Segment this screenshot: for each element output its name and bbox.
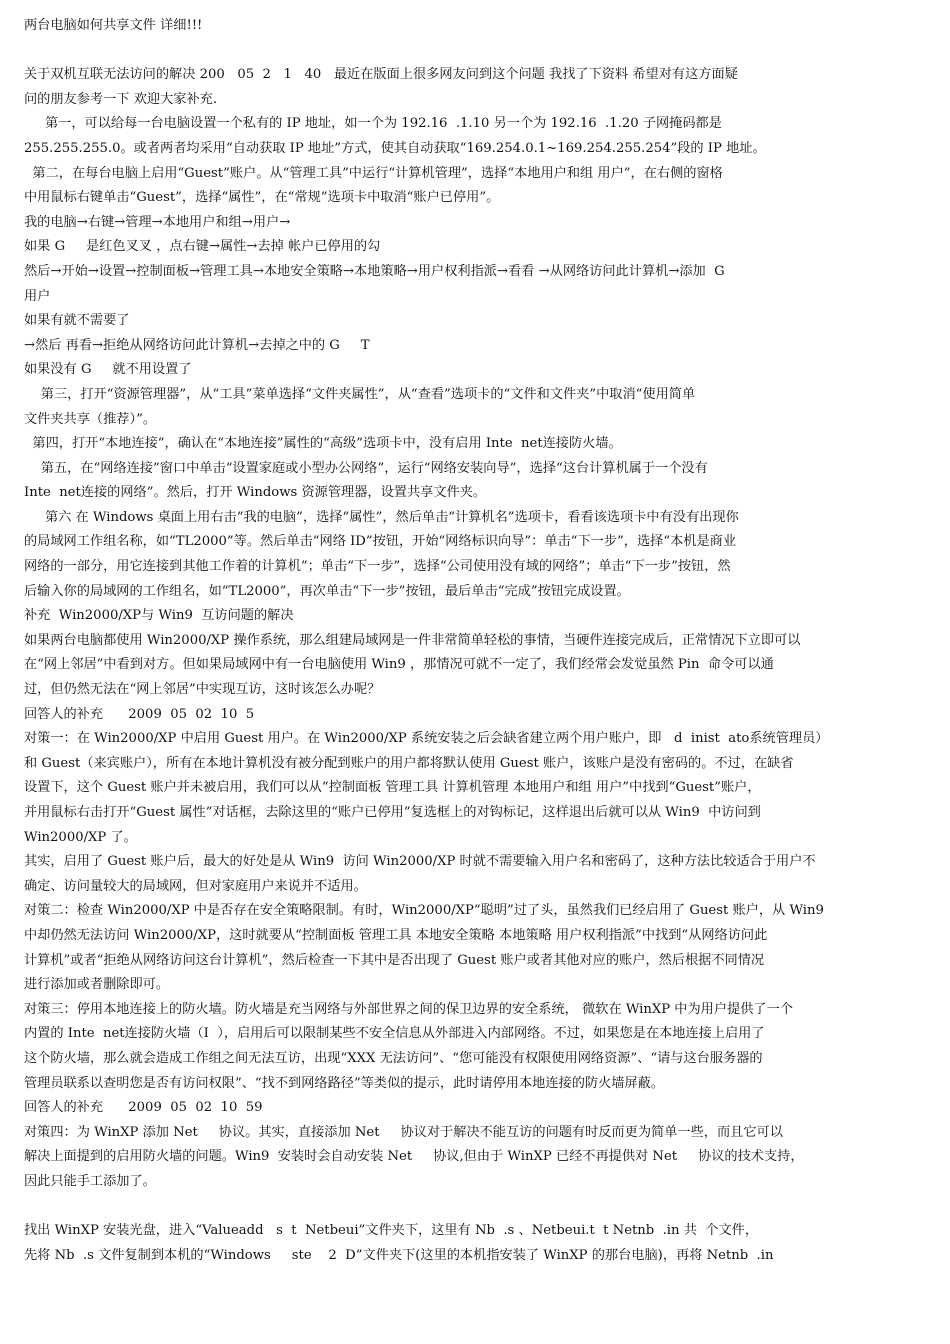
text-line: 对策四：为 WinXP 添加 Net 协议。其实，直接添加 Net 协议对于解决不能互访的问题有时反而更为简单一些，而且它可以	[24, 1124, 783, 1140]
text-line: 问的朋友参考一下 欢迎大家补充.	[24, 91, 218, 107]
text-line: 第三，打开“资源管理器”，从“工具”菜单选择“文件夹属性”，从“查看”选项卡的“文件和文件夹”中取消“使用简单	[24, 386, 696, 402]
text-line: 内置的 Inte net连接防火墙（I ），启用后可以限制某些不安全信息从外部进入内部网络。不过，如果您是在本地连接上启用了	[24, 1026, 765, 1042]
blank-line	[24, 1195, 938, 1220]
text-line: 计算机”或者“拒绝从网络访问这台计算机”，然后检查一下其中是否出现了 Guest 账户或者其他对应的账户，然后根据不同情况	[24, 952, 765, 968]
text-line: 后输入你的局域网的工作组名，如“TL2000”，再次单击“下一步”按钮，最后单击“完成”按钮完成设置。	[24, 583, 630, 599]
text-line: 第四，打开“本地连接”，确认在“本地连接”属性的“高级”选项卡中，没有启用 Inte net连接防火墙。	[24, 436, 622, 452]
text-line: 其实，启用了 Guest 账户后，最大的好处是从 Win9 访问 Win2000/XP 时就不需要输入用户名和密码了，这种方法比较适合于用户不	[24, 854, 816, 870]
text-line: →然后 再看→拒绝从网络访问此计算机→去掉之中的 G T	[24, 337, 370, 353]
text-line: 如果两台电脑都使用 Win2000/XP 操作系统，那么组建局域网是一件非常简单轻松的事情，当硬件连接完成后，正常情况下立即可以	[24, 632, 801, 648]
text-line: 中却仍然无法访问 Win2000/XP，这时就要从“控制面板 管理工具 本地安全策略 本地策略 用户权利指派”中找到“从网络访问此	[24, 927, 768, 943]
text-line: 解决上面提到的启用防火墙的问题。Win9 安装时会自动安装 Net 协议,但由于 WinXP 已经不再提供对 Net 协议的技术支持，	[24, 1149, 804, 1165]
text-line: 管理员联系以查明您是否有访问权限”、“找不到网络路径”等类似的提示，此时请停用本地连接的防火墙屏蔽。	[24, 1075, 665, 1091]
text-line: 的局域网工作组名称，如“TL2000”等。然后单击“网络 ID”按钮，开始“网络标识向导”：单击“下一步”，选择“本机是商业	[24, 534, 737, 550]
text-line: 并用鼠标右击打开“Guest 属性”对话框，去除这里的“账户已停用”复选框上的对钩标记，这样退出后就可以从 Win9 中访问到	[24, 805, 761, 820]
text-line: 文件夹共享（推荐）”。	[24, 411, 157, 427]
text-line: 补充 Win2000/XP与 Win9 互访问题的解决	[24, 608, 294, 624]
text-line: 找出 WinXP 安装光盘，进入“Valueadd s t Netbeui”文件夹下，这里有 Nb .s 、Netbeui.t t Netnb .in 共 个文件，	[24, 1223, 759, 1239]
text-line: 第六 在 Windows 桌面上用右击“我的电脑”，选择“属性”，然后单击“计算机名”选项卡，看看该选项卡中有没有出现你	[24, 509, 739, 525]
blank-line	[24, 39, 938, 64]
text-line: 关于双机互联无法访问的解决 200 05 2 1 40 最近在版面上很多网友问到这个问题 我找了下资料 希望对有这方面疑	[24, 67, 738, 83]
text-line: 用户	[24, 288, 51, 304]
text-line: 回答人的补充 2009 05 02 10 59	[24, 1100, 263, 1116]
text-line: 然后→开始→设置→控制面板→管理工具→本地安全策略→本地策略→用户权利指派→看看 →从网络访问此计算机→添加 G	[24, 263, 725, 279]
text-line: 进行添加或者删除即可。	[24, 977, 170, 993]
text-line: 如果没有 G 就不用设置了	[24, 362, 192, 378]
text-line: 网络的一部分，用它连接到其他工作着的计算机”；单击“下一步”，选择“公司使用没有域的网络”；单击“下一步”按钮，然	[24, 559, 731, 575]
text-line: 255.255.255.0。或者两者均采用“自动获取 IP 地址”方式，使其自动获取“169.254.0.1~169.254.255.254”段的 IP 地址。	[24, 140, 766, 156]
text-line: 中用鼠标右键单击“Guest”，选择“属性”，在“常规”选项卡中取消“账户已停用”。	[24, 190, 500, 206]
text-line: Inte net连接的网络”。然后，打开 Windows 资源管理器，设置共享文件夹。	[24, 485, 487, 501]
text-line: 设置下，这个 Guest 账户并未被启用，我们可以从“控制面板 管理工具 计算机管理 本地用户和组 用户”中找到“Guest”账户，	[24, 780, 761, 796]
text-line: 第二，在每台电脑上启用“Guest”账户。从“管理工具”中运行“计算机管理”，选择“本地用户和组 用户”，在右侧的窗格	[24, 165, 723, 181]
text-line: 对策一：在 Win2000/XP 中启用 Guest 用户。在 Win2000/XP 系统安装之后会缺省建立两个用户账户，即 d inist ato系统管理员）	[24, 731, 829, 747]
text-line: 对策三：停用本地连接上的防火墙。防火墙是充当网络与外部世界之间的保卫边界的安全系统， 微软在 WinXP 中为用户提供了一个	[24, 1001, 793, 1017]
document-body	[24, 39, 938, 1269]
text-line: 过，但仍然无法在“网上邻居”中实现互访，这时该怎么办呢？	[24, 682, 381, 698]
text-line: 在“网上邻居”中看到对方。但如果局域网中有一台电脑使用 Win9 ，那情况可就不一定了，我们经常会发觉虽然 Pin 命令可以通	[24, 657, 774, 673]
text-line: 第五，在“网络连接”窗口中单击“设置家庭或小型办公网络”，运行“网络安装向导”，选择“这台计算机属于一个没有	[24, 460, 708, 476]
text-line: 第一，可以给每一台电脑设置一个私有的 IP 地址，如一个为 192.16 .1.10 另一个为 192.16 .1.20 子网掩码都是	[24, 116, 722, 132]
text-line: 回答人的补充 2009 05 02 10 5	[24, 706, 255, 722]
text-line: 先将 Nb .s 文件复制到本机的“Windows ste 2 D”文件夹下(这里的本机指安装了 WinXP 的那台电脑)，再将 Netnb .in	[24, 1247, 774, 1263]
text-line: 如果有就不需要了	[24, 313, 130, 329]
document-title: 两台电脑如何共享文件 详细!!!	[24, 18, 203, 33]
text-line: 如果 G 是红色叉叉 ，点右键→属性→去掉 帐户已停用的勾	[24, 239, 381, 255]
text-line: 因此只能手工添加了。	[24, 1173, 156, 1189]
document-page	[24, 14, 938, 1268]
text-line: 确定、访问量较大的局域网，但对家庭用户来说并不适用。	[24, 878, 367, 894]
text-line: 和 Guest（来宾账户），所有在本地计算机没有被分配到账户的用户都将默认使用 Guest 账户，该账户是没有密码的。不过，在缺省	[24, 755, 794, 771]
text-line: 这个防火墙，那么就会造成工作组之间无法互访，出现“XXX 无法访问”、“您可能没有权限使用网络资源”、“请与这台服务器的	[24, 1050, 763, 1066]
text-line: 我的电脑→右键→管理→本地用户和组→用户→	[24, 214, 291, 230]
text-line: 对策二：检查 Win2000/XP 中是否存在安全策略限制。有时，Win2000/XP“聪明”过了头，虽然我们已经启用了 Guest 账户，从 Win9	[24, 903, 824, 919]
text-line: Win2000/XP 了。	[24, 829, 137, 845]
